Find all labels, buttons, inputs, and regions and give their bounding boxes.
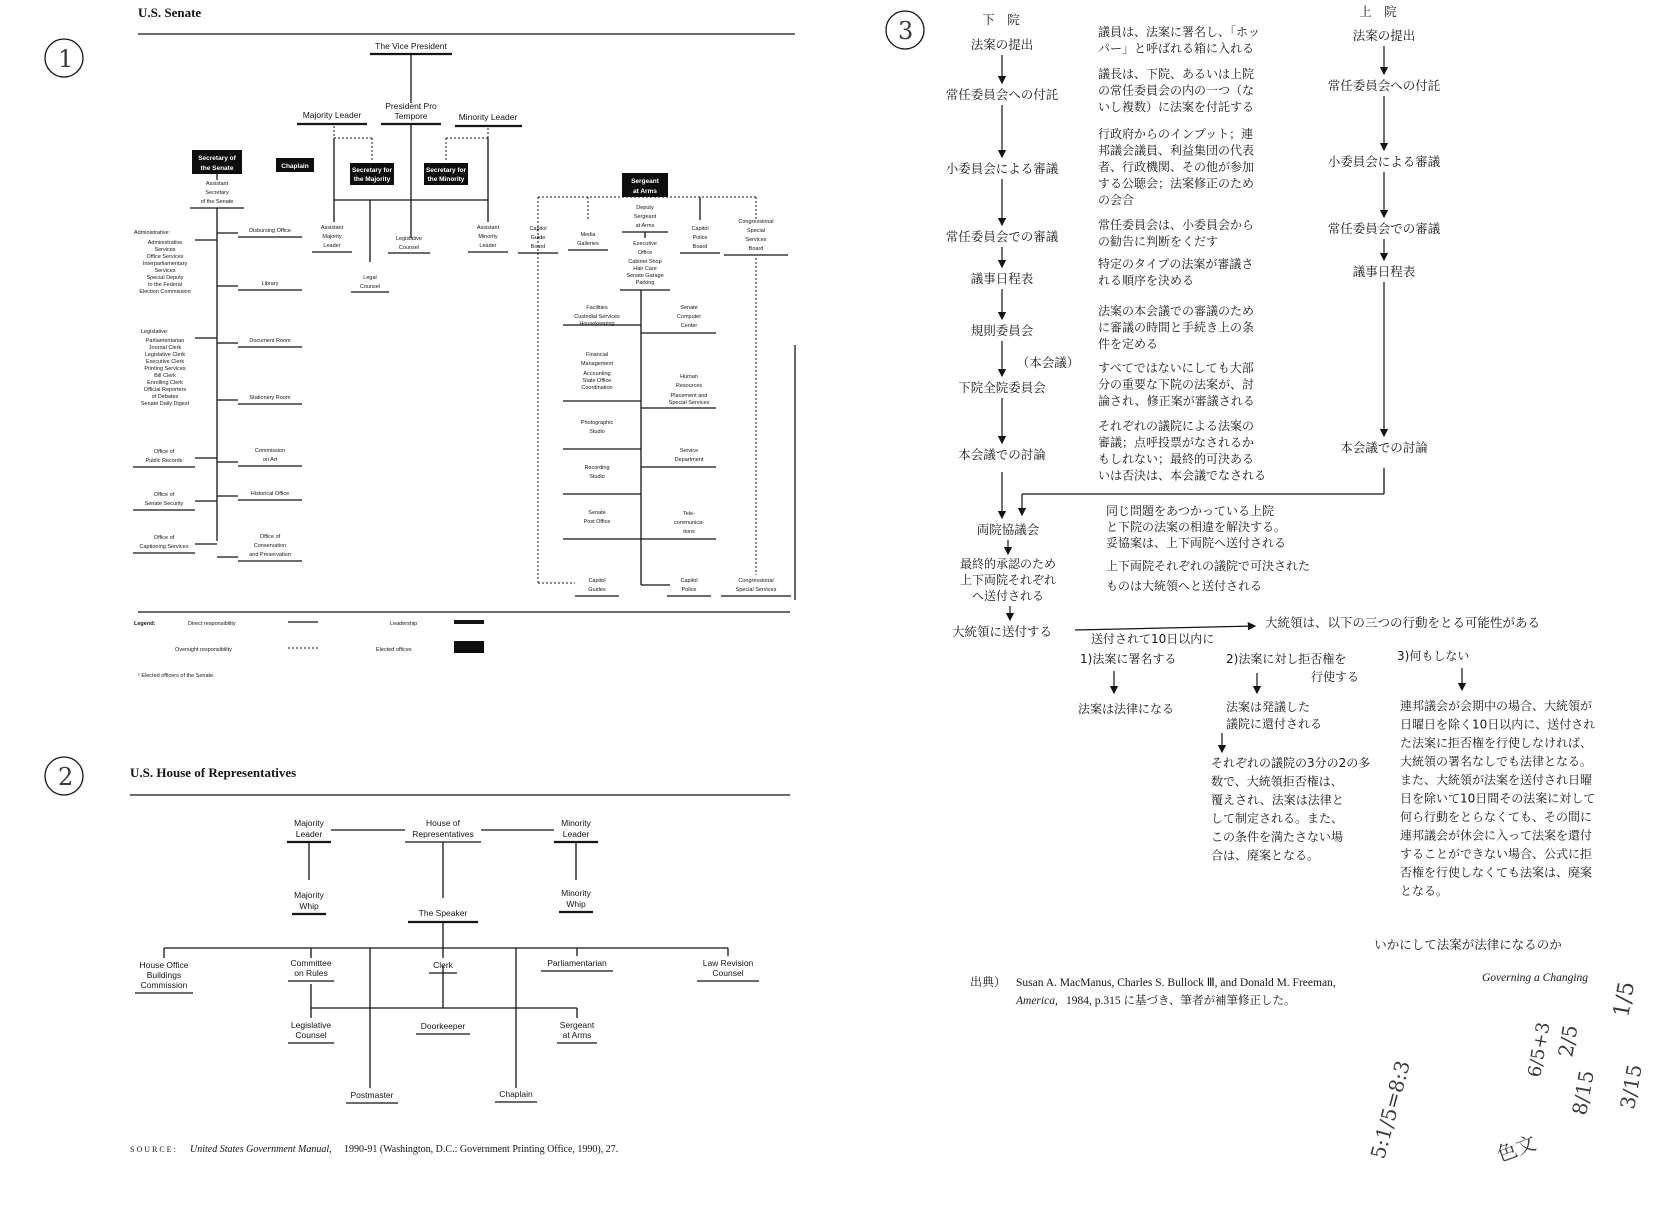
sergeant-box-line2: at Arms: [633, 188, 657, 195]
asst-secretary-line3: of the Senate: [200, 199, 234, 205]
explanation-line: それぞれの議院による法案の: [1098, 419, 1255, 433]
explanation-line: 議員は、法案に署名し、「ホッ: [1098, 25, 1261, 39]
legislative-item: Senate Daily Digest: [140, 401, 190, 407]
legend-title: Legend:: [134, 621, 156, 627]
action2-detail-line: それぞれの議院の3分の2の多: [1211, 756, 1371, 770]
majority-secretary-line1: Secretary for: [351, 167, 393, 174]
secretary-right-unit-line: on Art: [262, 457, 278, 463]
hand-note-d: 8/15: [1567, 1068, 1599, 1117]
asst-secretary-line2: Secretary: [205, 190, 229, 196]
senate-panel-number: 1: [58, 45, 74, 73]
deputy-line1: Deputy: [636, 205, 654, 211]
house-step: 下院全院委員会: [958, 380, 1046, 395]
secretary-right-unit-line: Library: [261, 281, 279, 287]
house-unit-line: Sergeant: [559, 1020, 595, 1030]
house-unit-line: Buildings: [146, 970, 182, 980]
house-unit-line: Committee: [290, 958, 332, 968]
house-unit-line: Legislative: [290, 1020, 332, 1030]
exec-office-line1: Executive: [633, 241, 657, 247]
exec-office-line2: Office: [637, 250, 653, 256]
asst-minority-line2: Minority: [478, 234, 498, 240]
action3-detail-line: 連邦議会が休会に入って法案を還付: [1400, 828, 1593, 843]
action2-detail-line: 数で、大統領拒否権は、: [1211, 774, 1343, 789]
administrative-item: to the Federal: [148, 282, 182, 288]
senate-step: 常任委員会での審議: [1327, 221, 1441, 236]
action3-detail: [1400, 698, 1595, 898]
administrative-item: Services: [154, 247, 176, 253]
plenary-note: （本会議）: [1016, 355, 1080, 370]
sergeant-left-unit-line: Post Office: [583, 519, 611, 525]
house-heading: U.S. House of Representatives: [130, 765, 297, 780]
secretary-box-line2: the Senate: [200, 165, 234, 172]
asst-majority-line3: Leader: [323, 243, 341, 249]
majority-leader: Majority Leader: [302, 110, 362, 120]
secretary-left-unit-line: Office of: [153, 492, 175, 498]
action3-detail-line: 連邦議会が会期中の場合、大統領が: [1400, 699, 1593, 713]
action3-detail-line: た法案に拒否権を行使しなければ、: [1400, 736, 1593, 750]
action2-detail-line: この条件を満たさない場: [1211, 830, 1344, 844]
legislative-item: Legislative Clerk: [144, 352, 186, 358]
sergeant-right-unit-line: Computer: [676, 314, 702, 320]
legislative-item: Journal Clerk: [148, 345, 182, 351]
president-pro-tempore-line1: President Pro: [385, 101, 437, 111]
minority-leader-line1: Minority: [561, 818, 591, 828]
process-source-rest: 1984, p.315 に基づき、筆者が補筆修正した。: [1066, 995, 1296, 1007]
house-unit-line: Counsel: [295, 1030, 327, 1040]
sergeant-right-units: [641, 305, 716, 539]
majority-leader-line2: Leader: [295, 829, 323, 839]
sergeant-right-unit-line: Service: [679, 448, 699, 454]
senate-chart: [45, 5, 795, 679]
house-step: 小委員会による審議: [945, 161, 1059, 176]
process-source-label: 出典）: [970, 975, 1007, 989]
legend-footnote: ¹ Elected officers of the Senate.: [138, 673, 215, 679]
explanation-line: 者、行政機関、その他が参加: [1098, 160, 1255, 174]
senate-step: 議事日程表: [1352, 264, 1416, 279]
legislative-heading: Legislative:: [141, 329, 169, 335]
majority-leader-line1: Majority: [294, 818, 324, 828]
action2-result-line2: 議院に還付される: [1226, 717, 1323, 731]
sergeant-top-unit-line: Board: [530, 244, 546, 250]
sergeant-top-unit-line: Services: [745, 237, 767, 243]
legislative-item: Bill Clerk: [154, 373, 176, 379]
speaker: The Speaker: [418, 908, 468, 918]
financial-item: Coordination: [581, 385, 613, 391]
sergeant-left-units: [563, 305, 641, 539]
sergeant-left-unit-line: Financial: [585, 352, 609, 358]
senate-step: 本会議での討論: [1340, 440, 1428, 455]
administrative-heading: Administrative:: [134, 230, 171, 236]
house-unit-line: on Rules: [294, 968, 328, 978]
secretary-left-unit-line: Public Records: [145, 458, 183, 464]
secretary-right-unit-line: and Preservation: [249, 552, 291, 558]
legend: [134, 621, 484, 679]
minority-leader-line2: Leader: [562, 829, 590, 839]
secretary-box-line1: Secretary of: [198, 155, 236, 162]
final-note-line2: ものは大統領へと送付される: [1106, 579, 1263, 593]
asst-minority-line3: Leader: [479, 243, 497, 249]
explanation-line: 論され、修正案が審議される: [1098, 394, 1255, 408]
sergeant-right-unit-line: tions: [683, 529, 695, 535]
senate-step: 常任委員会への付託: [1327, 78, 1441, 93]
asst-majority-line2: Majority: [322, 234, 342, 240]
sergeant-top-unit-line: Capitol: [529, 226, 547, 232]
house-step: 常任委員会での審議: [945, 229, 1059, 244]
house-reps-line1: House of: [425, 818, 461, 828]
house-units-row2: [288, 1020, 597, 1043]
explanation-line: 件を定める: [1098, 337, 1159, 351]
executive-office-items: [626, 259, 663, 286]
process-source-authors: Susan A. MacManus, Charles S. Bullock Ⅲ, and Donald M. Freeman,: [1016, 977, 1336, 989]
sergeant-top-unit-line: Guide: [530, 235, 546, 241]
majority-secretary-line2: the Majority: [353, 176, 391, 183]
final-approval-line1: 最終的承認のため: [959, 557, 1057, 571]
secretary-right-unit-line: Disbursing Office: [249, 228, 291, 234]
explanation-line: いし複数）に法案を付託する: [1098, 100, 1255, 114]
explanation-line: 邦議会議員、利益集団の代表: [1098, 143, 1255, 158]
action3-detail-line: 日曜日を除く10日以内に、送付され: [1400, 717, 1596, 732]
majority-whip-line2: Whip: [299, 901, 319, 911]
action3-detail-line: また、大統領が法案を送付され日曜: [1400, 773, 1593, 787]
secretary-right-unit-line: Historical Office: [250, 491, 290, 497]
legal-counsel-line1: Legal: [363, 275, 377, 281]
secretary-left-unit-line: Captioning Services: [139, 544, 189, 550]
process-panel-number: 3: [898, 17, 914, 45]
minority-whip-line2: Whip: [566, 899, 586, 909]
explanation-line: 行政府からのインプット；連: [1098, 127, 1254, 141]
sergeant-bottom-unit-line: Guides: [588, 587, 606, 593]
financial-item: State Office: [582, 378, 612, 384]
sergeant-top-unit-line: Media: [580, 232, 596, 238]
president-actions: 大統領は、以下の三つの行動をとる可能性がある: [1265, 615, 1541, 630]
administrative-item: Office Services: [146, 254, 184, 260]
house-unit-line: Clerk: [433, 960, 453, 970]
deputy-line2: Sergeant: [633, 214, 657, 220]
action1-sign: 1)法案に署名する: [1080, 652, 1177, 666]
secretary-right-unit-line: Document Room: [249, 338, 291, 344]
action3-detail-line: 日を除いて10日間その法案に対して: [1400, 791, 1596, 806]
sergeant-right-unit-line: Senate: [680, 305, 698, 311]
asst-minority-line1: Assistant: [476, 225, 500, 231]
sergeant-top-unit-line: Board: [748, 246, 764, 252]
administrative-item: Services: [154, 268, 176, 274]
process-source-title: Governing a Changing: [1482, 972, 1589, 984]
chaplain-box-label: Chaplain: [281, 163, 309, 170]
process-chart: [886, 4, 1647, 1167]
sergeant-bottom-units: [575, 578, 791, 596]
explanation-line: に審議の時間と手続き上の条: [1098, 320, 1255, 335]
final-approval-line2: 上下両院それぞれ: [959, 573, 1057, 587]
sergeant-box-line1: Sergeant: [631, 178, 659, 185]
house-step: 本会議での討論: [958, 447, 1046, 462]
sergeant-bottom-unit-line: Congressional: [738, 578, 774, 584]
hand-note-a: 1/5: [1609, 979, 1641, 1020]
senate-step: 法案の提出: [1352, 28, 1416, 43]
action3-detail-line: 否権を行使しなくても法案は、廃案: [1400, 865, 1593, 880]
legal-counsel-line2: Counsel: [359, 284, 381, 290]
administrative-item: Administrative: [147, 240, 183, 246]
house-panel-number: 2: [58, 763, 74, 791]
house-reps-line2: Representatives: [412, 829, 474, 839]
house-step: 議事日程表: [970, 271, 1034, 286]
conference-committee: 両院協議会: [976, 522, 1040, 537]
house-units-row1: [135, 958, 759, 993]
house-unit-line: Doorkeeper: [420, 1021, 466, 1031]
action2-detail-line: 合は、廃案となる。: [1211, 848, 1320, 863]
legislative-item: of Debates: [151, 394, 179, 400]
action2-detail: [1211, 755, 1370, 863]
asst-secretary-line1: Assistant: [205, 181, 229, 187]
action3-detail-line: 何ら行動をとらなくても、その間に: [1400, 810, 1593, 824]
sergeant-top-unit-line: Galleries: [577, 241, 599, 247]
explanation-line: 常任委員会は、小委員会から: [1098, 218, 1255, 232]
explanation-line: の常任委員会の内の一つ（な: [1098, 83, 1255, 98]
house-unit-line: at Arms: [562, 1030, 592, 1040]
sergeant-top-unit-line: Capitol: [691, 226, 709, 232]
explanation-line: 議長は、下院、あるいは上院: [1098, 67, 1255, 81]
house-source-title: United States Government Manual,: [190, 1144, 332, 1155]
sergeant-bottom-unit-line: Capitol: [680, 578, 698, 584]
sergeant-left-unit-line: Facilities: [586, 305, 608, 311]
house-units-row3: [346, 1089, 537, 1103]
action3-nothing: 3)何もしない: [1397, 649, 1470, 663]
house-unit-line: Chaplain: [499, 1089, 533, 1099]
hand-note-g: 色文: [1493, 1130, 1540, 1167]
action2-result-line1: 法案は発議した: [1226, 700, 1311, 714]
executive-item: Senate Garage: [626, 273, 664, 279]
human-item: Placement and: [670, 393, 708, 399]
financial-item: Accounting: [583, 371, 611, 377]
administrative-item: Election Commission: [139, 289, 191, 295]
senate-heading: U.S. Senate: [138, 5, 202, 20]
sergeant-left-unit-line: Photographic: [580, 420, 614, 426]
legend-oversight: Oversight responsibility: [175, 647, 232, 653]
legislative-item: Enrolling Clerk: [147, 380, 183, 386]
secretary-left-unit-line: Office of: [153, 535, 175, 541]
explanation-line: の勧告に判断をくだす: [1098, 234, 1219, 249]
explanation-line: パー」と呼ばれる箱に入れる: [1098, 41, 1255, 56]
sergeant-right-unit-line: Resources: [675, 383, 703, 389]
secretary-right-column: [217, 228, 302, 561]
within-ten-days: 送付されて10日以内に: [1091, 632, 1215, 646]
action3-detail-line: となる。: [1400, 884, 1449, 898]
deputy-line3: at Arms: [635, 223, 655, 229]
leg-counsel-line2: Counsel: [398, 245, 420, 251]
sergeant-left-unit-line: Recording: [584, 465, 610, 471]
house-unit-line: Law Revision: [702, 958, 754, 968]
hand-note-e: 5:1/5=8:3: [1365, 1057, 1415, 1162]
secretary-left-column: [133, 230, 217, 553]
explanation-line: 審議；点呼投票がなされるか: [1098, 435, 1255, 450]
house-step: 常任委員会への付託: [945, 87, 1059, 102]
sergeant-bottom-unit-line: Police: [681, 587, 697, 593]
house-unit-line: Parliamentarian: [547, 958, 607, 968]
sergeant-bottom-unit-line: Special Services: [735, 587, 777, 593]
sergeant-right-unit-line: Center: [680, 323, 698, 329]
executive-item: Cabinet Shop: [628, 259, 662, 265]
secretary-left-unit-line: Senate Security: [144, 501, 184, 507]
secretary-right-unit-line: Commission: [254, 448, 286, 454]
secretary-left-unit-line: Office of: [153, 449, 175, 455]
action2-detail-line: して制定される。また、: [1211, 811, 1344, 826]
final-approval-line3: へ送付される: [971, 589, 1045, 603]
majority-whip-line1: Majority: [294, 890, 324, 900]
executive-item: Hair Care: [633, 266, 657, 272]
send-to-president: 大統領に送付する: [951, 624, 1053, 639]
leg-counsel-line1: Legislative: [396, 236, 422, 242]
conference-note-line1: 同じ問題をあつかっている上院: [1106, 504, 1275, 518]
sergeant-top-unit-line: Congressional: [738, 219, 774, 225]
process-source-title2: America,: [1016, 995, 1058, 1007]
sergeant-left-unit-line: Management: [580, 361, 614, 367]
legislative-item: Executive Clerk: [145, 359, 185, 365]
human-item: Special Services: [668, 400, 710, 406]
house-step: 法案の提出: [970, 37, 1034, 52]
legislative-item: Parliamentarian: [145, 338, 185, 344]
sergeant-right-unit-line: communica-: [674, 520, 704, 526]
administrative-item: Interparliamentary: [142, 261, 188, 267]
asst-majority-line1: Assistant: [320, 225, 344, 231]
explanation-line: いは否決は、本会議でなされる: [1098, 468, 1267, 483]
explanation-line: 特定のタイプの法案が審議さ: [1098, 257, 1254, 271]
sergeant-top-unit-line: Special: [746, 228, 766, 234]
sergeant-bottom-unit-line: Capitol: [588, 578, 606, 584]
explanations: [1098, 24, 1266, 483]
legislative-item: Printing Services: [144, 366, 186, 372]
explanation-line: もしれない；最終的可決ある: [1098, 452, 1255, 466]
executive-item: Parking: [635, 280, 655, 286]
legend-direct: Direct responsibility: [188, 621, 236, 627]
house-source-label: SOURCE:: [130, 1145, 178, 1154]
explanation-line: する公聴会；法案修正のため: [1098, 176, 1255, 191]
senate-step: 小委員会による審議: [1327, 154, 1441, 169]
hand-note-c: 3/15: [1615, 1062, 1647, 1111]
house-unit-line: House Office: [139, 960, 189, 970]
action2-detail-line: 覆えされ、法案は法律と: [1211, 793, 1344, 807]
minority-leader: Minority Leader: [458, 112, 518, 122]
sergeant-right-unit-line: Department: [674, 457, 704, 463]
sergeant-top-unit-line: Board: [692, 244, 708, 250]
explanation-line: 法案の本会議での審議のため: [1098, 304, 1255, 318]
process-caption: いかにして法案が法律になるのか: [1374, 937, 1562, 952]
sergeant-left-unit-line: Senate: [588, 510, 606, 516]
explanation-line: すべてではないにしても大部: [1098, 361, 1254, 375]
action2-veto-line2: 行使する: [1311, 670, 1360, 684]
action1-result: 法案は法律になる: [1078, 702, 1175, 716]
house-column-header: 下 院: [982, 12, 1020, 27]
house-source-rest: 1990-91 (Washington, D.C.: Government Printing Office, 1990), 27.: [344, 1144, 619, 1155]
final-note-line1: 上下両院それぞれの議院で可決された: [1106, 559, 1311, 573]
administrative-item: Special Deputy: [146, 275, 184, 281]
legend-leadership: Leadership: [390, 621, 418, 627]
house-unit-line: Postmaster: [350, 1090, 394, 1100]
vice-president: The Vice President: [375, 41, 447, 51]
house-unit-line: Commission: [140, 980, 188, 990]
minority-whip-line1: Minority: [561, 888, 591, 898]
minority-secretary-line2: the Minority: [427, 176, 465, 183]
minority-secretary-line1: Secretary for: [425, 167, 467, 174]
house-steps: [946, 37, 1059, 462]
secretary-right-unit-line: Office of: [259, 534, 281, 540]
conference-note-line3: 妥協案は、上下両院へ送付される: [1106, 536, 1287, 550]
secretary-right-unit-line: Stationery Room: [249, 395, 291, 401]
facilities-item: Custodial Services: [574, 314, 620, 320]
house-step: 規則委員会: [970, 323, 1034, 338]
explanation-line: れる順序を決める: [1098, 273, 1195, 288]
action2-veto-line1: 2)法案に対し拒否権を: [1226, 652, 1347, 666]
senate-column-header: 上 院: [1359, 4, 1397, 19]
legislative-item: Official Reporters: [143, 387, 187, 393]
house-chart: [45, 757, 790, 1155]
sergeant-right-unit-line: Tele-: [683, 511, 695, 517]
action3-detail-line: 大統領の署名なしでも法律となる。: [1400, 754, 1593, 769]
sergeant-left-unit-line: Studio: [589, 474, 605, 480]
explanation-line: の会合: [1098, 193, 1135, 207]
handwritten-notes: [1366, 980, 1647, 1167]
president-pro-tempore-line2: Tempore: [394, 111, 428, 121]
hand-note-f: 6/5+3: [1524, 1020, 1555, 1079]
legend-elected: Elected offices: [376, 647, 412, 653]
house-unit-line: Counsel: [712, 968, 744, 978]
action3-detail-line: することができない場合、公式に拒: [1400, 847, 1593, 861]
sergeant-right-unit-line: Human: [680, 374, 698, 380]
sergeant-top-unit-line: Police: [692, 235, 708, 241]
facilities-item: Housekeeping: [579, 321, 615, 327]
senate-steps: [1328, 28, 1441, 455]
secretary-right-unit-line: Conservation: [253, 543, 287, 549]
sergeant-left-unit-line: Studio: [589, 429, 605, 435]
explanation-line: 分の重要な下院の法案が、討: [1098, 377, 1255, 392]
conference-note-line2: と下院の法案の相違を解決する。: [1106, 520, 1287, 534]
hand-note-b: 2/5: [1553, 1023, 1583, 1059]
